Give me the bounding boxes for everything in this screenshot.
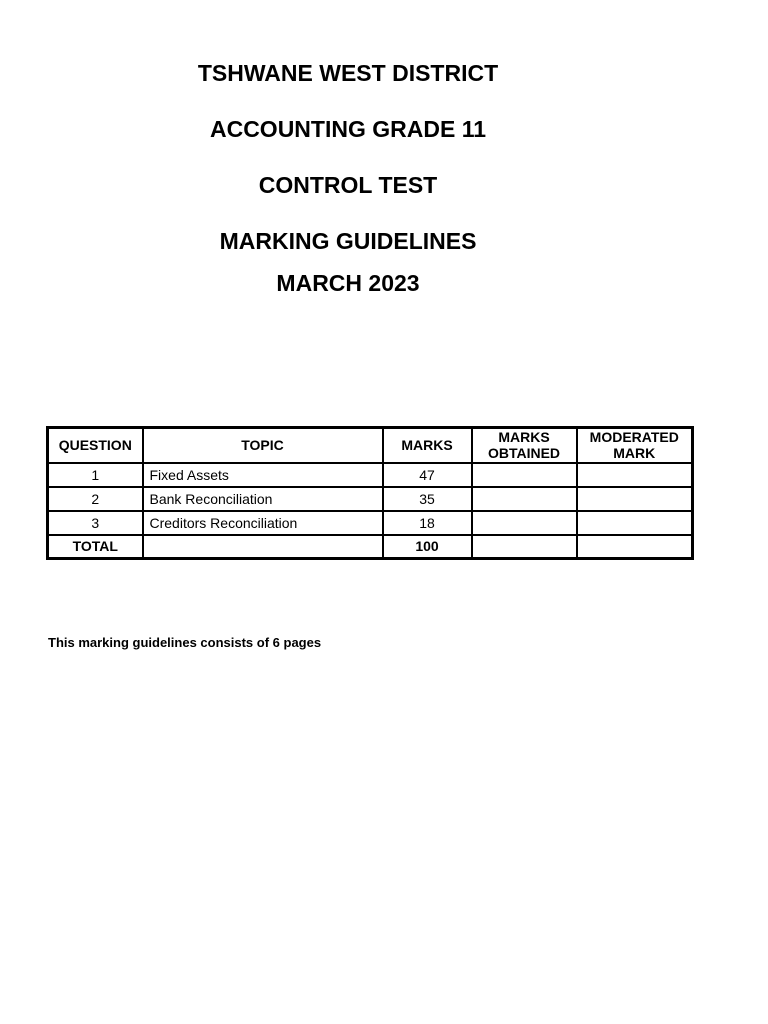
topic-cell: Creditors Reconciliation	[143, 511, 383, 535]
table-header-row	[48, 428, 693, 463]
total-label-cell: TOTAL	[48, 535, 143, 559]
table-row	[48, 487, 693, 511]
column-header-label: TOPIC	[241, 437, 284, 454]
column-header-marks	[383, 428, 472, 463]
question-cell: 3	[48, 511, 143, 535]
moderated-mark-cell	[577, 511, 693, 535]
topic-cell: Fixed Assets	[143, 463, 383, 487]
total-row	[48, 535, 693, 559]
column-header-moderated-mark	[577, 428, 693, 463]
document-type-title: MARKING GUIDELINES	[219, 228, 477, 254]
question-cell: 1	[48, 463, 143, 487]
table-row	[48, 511, 693, 535]
column-header-topic	[143, 428, 383, 463]
page-count-note: This marking guidelines consists of 6 pages	[48, 635, 322, 650]
column-header-label: MARKS	[401, 437, 453, 454]
marks-obtained-cell	[472, 511, 577, 535]
column-header-label: MODERATED MARK	[589, 429, 679, 462]
moderated-mark-cell	[577, 487, 693, 511]
moderated-mark-cell	[577, 463, 693, 487]
column-header-label: MARKS OBTAINED	[487, 429, 561, 462]
marks-table	[46, 426, 694, 560]
question-cell: 2	[48, 487, 143, 511]
total-marks-obtained-cell	[472, 535, 577, 559]
test-type-title: CONTROL TEST	[258, 172, 438, 198]
district-title: TSHWANE WEST DISTRICT	[197, 60, 499, 86]
total-topic-cell	[143, 535, 383, 559]
marks-cell: 35	[383, 487, 472, 511]
subject-title: ACCOUNTING GRADE 11	[209, 116, 487, 142]
date-title: MARCH 2023	[276, 270, 420, 296]
total-marks-cell: 100	[383, 535, 472, 559]
column-header-label: QUESTION	[58, 437, 132, 454]
marks-obtained-cell	[472, 487, 577, 511]
marks-cell: 47	[383, 463, 472, 487]
column-header-marks-obtained	[472, 428, 577, 463]
total-moderated-mark-cell	[577, 535, 693, 559]
column-header-question	[48, 428, 143, 463]
topic-cell: Bank Reconciliation	[143, 487, 383, 511]
table-row	[48, 463, 693, 487]
marks-cell: 18	[383, 511, 472, 535]
marks-obtained-cell	[472, 463, 577, 487]
